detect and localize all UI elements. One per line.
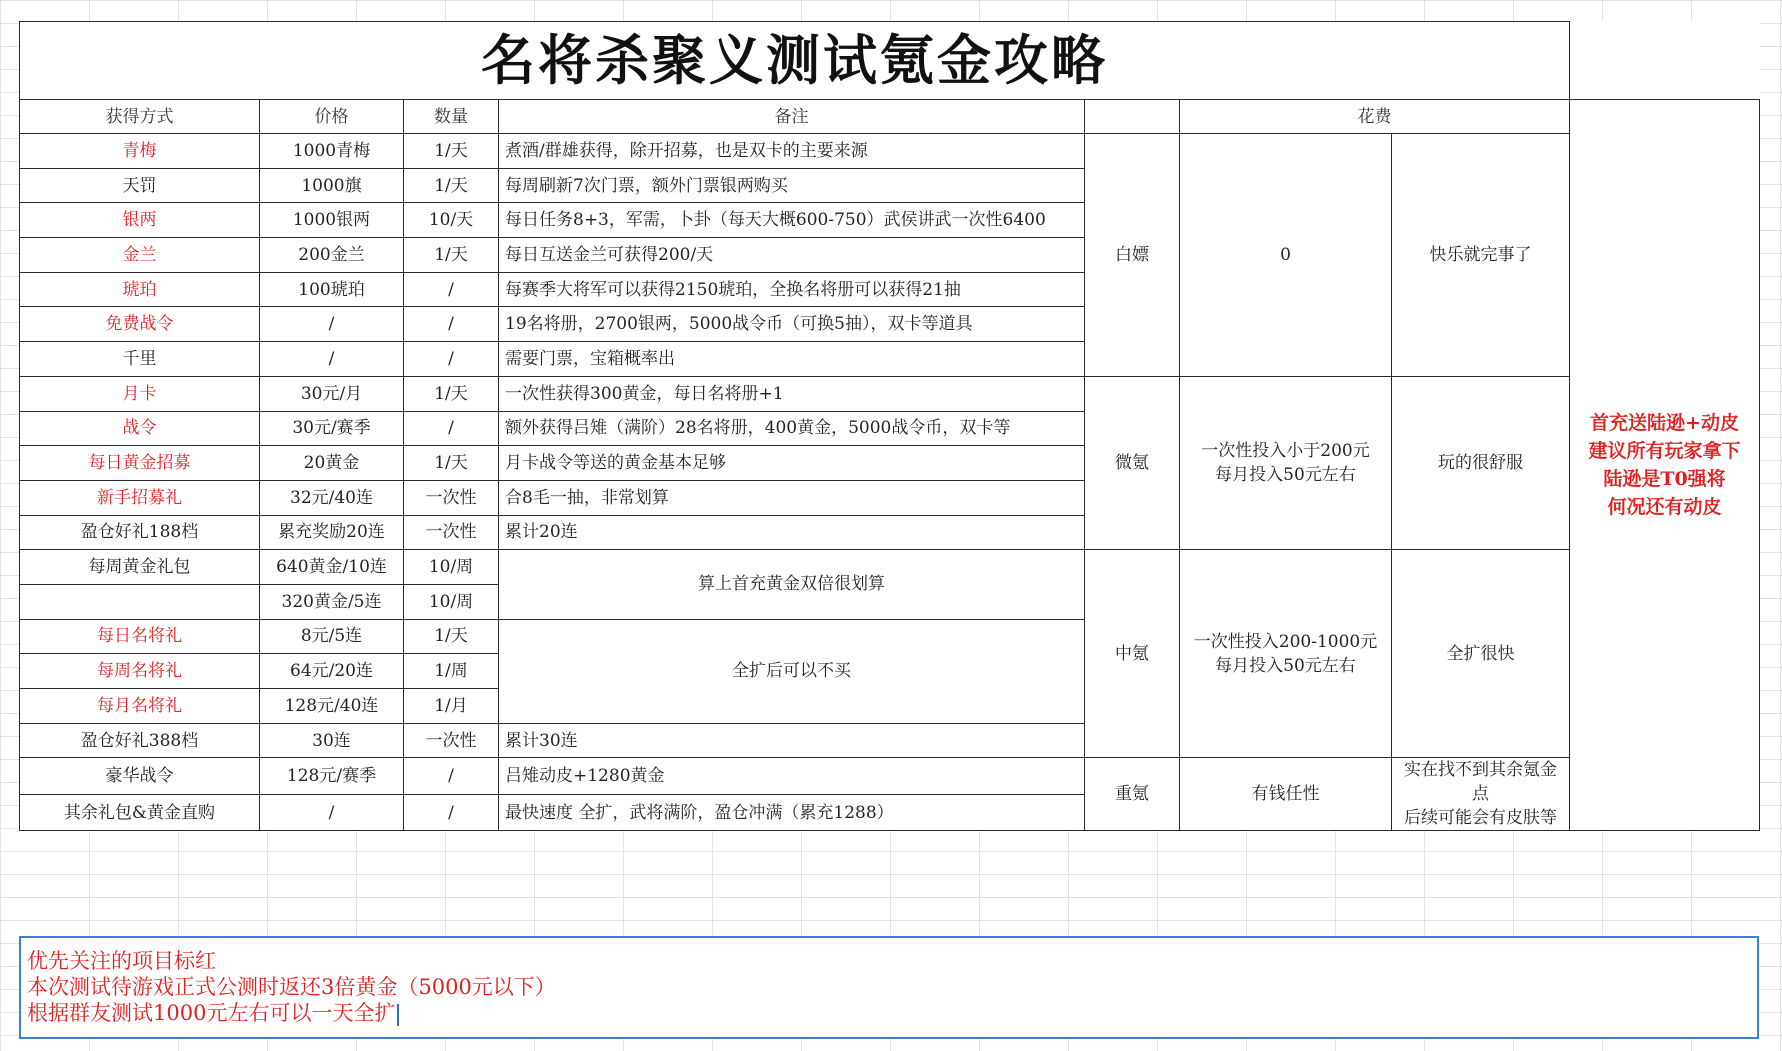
price-cell[interactable]: 累充奖励20连 — [260, 515, 404, 550]
tier-name-cell[interactable]: 中氪 — [1085, 550, 1180, 758]
qty-cell[interactable]: 1/周 — [404, 654, 499, 689]
tier-comment-cell[interactable]: 玩的很舒服 — [1392, 376, 1570, 549]
qty-cell[interactable]: 1/天 — [404, 238, 499, 273]
note-cell[interactable]: 每周刷新7次门票，额外门票银两购买 — [499, 168, 1085, 203]
price-cell[interactable]: 100琥珀 — [260, 272, 404, 307]
qty-cell[interactable]: / — [404, 794, 499, 831]
note-cell[interactable]: 合8毛一抽，非常划算 — [499, 480, 1085, 515]
qty-cell[interactable]: / — [404, 272, 499, 307]
tier-comment-cell[interactable]: 全扩很快 — [1392, 550, 1570, 758]
method-cell[interactable] — [20, 584, 260, 619]
qty-cell[interactable]: 1/天 — [404, 619, 499, 654]
method-cell[interactable]: 金兰 — [20, 238, 260, 273]
qty-cell[interactable]: 1/天 — [404, 376, 499, 411]
qty-cell[interactable]: 10/周 — [404, 550, 499, 585]
page-title[interactable]: 名将杀聚义测试氪金攻略 — [20, 22, 1570, 100]
note-cell[interactable]: 19名将册，2700银两，5000战令币（可换5抽），双卡等道具 — [499, 307, 1085, 342]
method-cell[interactable]: 青梅 — [20, 134, 260, 169]
price-cell[interactable]: / — [260, 307, 404, 342]
price-cell[interactable]: 320黄金/5连 — [260, 584, 404, 619]
price-cell[interactable]: 200金兰 — [260, 238, 404, 273]
note-line: 本次测试待游戏正式公测时返还3倍黄金（5000元以下） — [27, 975, 556, 999]
method-cell[interactable]: 月卡 — [20, 376, 260, 411]
qty-cell[interactable]: 1/天 — [404, 134, 499, 169]
side-note[interactable]: 首充送陆逊+动皮 建议所有玩家拿下 陆逊是T0强将 何况还有动皮 — [1570, 100, 1760, 831]
note-cell[interactable]: 最快速度 全扩，武将满阶，盈仓冲满（累充1288） — [499, 794, 1085, 831]
note-cell[interactable]: 全扩后可以不买 — [499, 619, 1085, 723]
qty-cell[interactable]: 1/天 — [404, 168, 499, 203]
qty-cell[interactable]: / — [404, 342, 499, 377]
tier-spend-cell[interactable]: 一次性投入200-1000元 每月投入50元左右 — [1180, 550, 1392, 758]
tier-spend-cell[interactable]: 一次性投入小于200元 每月投入50元左右 — [1180, 376, 1392, 549]
qty-cell[interactable]: 10/周 — [404, 584, 499, 619]
note-cell[interactable]: 额外获得吕雉（满阶）28名将册，400黄金，5000战令币，双卡等 — [499, 411, 1085, 446]
header-price[interactable]: 价格 — [260, 100, 404, 134]
price-cell[interactable]: 8元/5连 — [260, 619, 404, 654]
method-cell[interactable]: 每月名将礼 — [20, 689, 260, 724]
price-cell[interactable]: 128元/赛季 — [260, 758, 404, 795]
price-cell[interactable]: 1000青梅 — [260, 134, 404, 169]
tier-comment-cell[interactable]: 实在找不到其余氪金点 后续可能会有皮肤等 — [1392, 758, 1570, 831]
qty-cell[interactable]: 1/天 — [404, 446, 499, 481]
method-cell[interactable]: 千里 — [20, 342, 260, 377]
method-cell[interactable]: 琥珀 — [20, 272, 260, 307]
note-cell[interactable]: 吕雉动皮+1280黄金 — [499, 758, 1085, 795]
price-cell[interactable]: 640黄金/10连 — [260, 550, 404, 585]
tier-spend-cell[interactable]: 0 — [1180, 134, 1392, 377]
qty-cell[interactable]: 一次性 — [404, 723, 499, 758]
price-cell[interactable]: 30元/赛季 — [260, 411, 404, 446]
qty-cell[interactable]: 一次性 — [404, 480, 499, 515]
tier-spend-cell[interactable]: 有钱任性 — [1180, 758, 1392, 831]
method-cell[interactable]: 天罚 — [20, 168, 260, 203]
header-spend[interactable]: 花费 — [1180, 100, 1570, 134]
method-cell[interactable]: 每日名将礼 — [20, 619, 260, 654]
price-cell[interactable]: 30元/月 — [260, 376, 404, 411]
note-cell[interactable]: 一次性获得300黄金，每日名将册+1 — [499, 376, 1085, 411]
price-cell[interactable]: 20黄金 — [260, 446, 404, 481]
price-cell[interactable]: 32元/40连 — [260, 480, 404, 515]
table-row — [20, 134, 1760, 169]
note-line: 优先关注的项目标红 — [27, 949, 216, 973]
table-row — [20, 758, 1760, 795]
method-cell[interactable]: 新手招募礼 — [20, 480, 260, 515]
price-cell[interactable]: 64元/20连 — [260, 654, 404, 689]
tier-name-cell[interactable]: 白嫖 — [1085, 134, 1180, 377]
header-tier[interactable] — [1085, 100, 1180, 134]
method-cell[interactable]: 每日黄金招募 — [20, 446, 260, 481]
note-cell[interactable]: 每日互送金兰可获得200/天 — [499, 238, 1085, 273]
method-cell[interactable]: 盈仓好礼388档 — [20, 723, 260, 758]
note-line: 根据群友测试1000元左右可以一天全扩 — [27, 1000, 1751, 1026]
qty-cell[interactable]: / — [404, 307, 499, 342]
method-cell[interactable]: 豪华战令 — [20, 758, 260, 795]
method-cell[interactable]: 其余礼包&黄金直购 — [20, 794, 260, 831]
price-cell[interactable]: / — [260, 342, 404, 377]
price-cell[interactable]: 30连 — [260, 723, 404, 758]
note-cell[interactable]: 算上首充黄金双倍很划算 — [499, 550, 1085, 619]
note-cell[interactable]: 月卡战令等送的黄金基本足够 — [499, 446, 1085, 481]
qty-cell[interactable]: / — [404, 758, 499, 795]
method-cell[interactable]: 每周黄金礼包 — [20, 550, 260, 585]
table-row — [20, 376, 1760, 411]
note-cell[interactable]: 每赛季大将军可以获得2150琥珀，全换名将册可以获得21抽 — [499, 272, 1085, 307]
notes-cell[interactable] — [19, 936, 1759, 1039]
note-cell[interactable]: 累计20连 — [499, 515, 1085, 550]
qty-cell[interactable]: / — [404, 411, 499, 446]
price-cell[interactable]: 1000银两 — [260, 203, 404, 238]
method-cell[interactable]: 银两 — [20, 203, 260, 238]
method-cell[interactable]: 免费战令 — [20, 307, 260, 342]
note-cell[interactable]: 需要门票，宝箱概率出 — [499, 342, 1085, 377]
strategy-table — [19, 21, 1760, 831]
method-cell[interactable]: 每周名将礼 — [20, 654, 260, 689]
price-cell[interactable]: 1000旗 — [260, 168, 404, 203]
text-cursor — [397, 1004, 399, 1026]
tier-name-cell[interactable]: 重氪 — [1085, 758, 1180, 831]
tier-comment-cell[interactable]: 快乐就完事了 — [1392, 134, 1570, 377]
price-cell[interactable]: / — [260, 794, 404, 831]
header-note[interactable]: 备注 — [499, 100, 1085, 134]
qty-cell[interactable]: 1/月 — [404, 689, 499, 724]
note-cell[interactable]: 煮酒/群雄获得，除开招募，也是双卡的主要来源 — [499, 134, 1085, 169]
qty-cell[interactable]: 一次性 — [404, 515, 499, 550]
tier-name-cell[interactable]: 微氪 — [1085, 376, 1180, 549]
method-cell[interactable]: 战令 — [20, 411, 260, 446]
price-cell[interactable]: 128元/40连 — [260, 689, 404, 724]
method-cell[interactable]: 盈仓好礼188档 — [20, 515, 260, 550]
qty-cell[interactable]: 10/天 — [404, 203, 499, 238]
note-cell[interactable]: 每日任务8+3，军需，卜卦（每天大概600-750）武侯讲武一次性6400 — [499, 203, 1085, 238]
header-qty[interactable]: 数量 — [404, 100, 499, 134]
header-method[interactable]: 获得方式 — [20, 100, 260, 134]
table-row — [20, 550, 1760, 585]
note-cell[interactable]: 累计30连 — [499, 723, 1085, 758]
